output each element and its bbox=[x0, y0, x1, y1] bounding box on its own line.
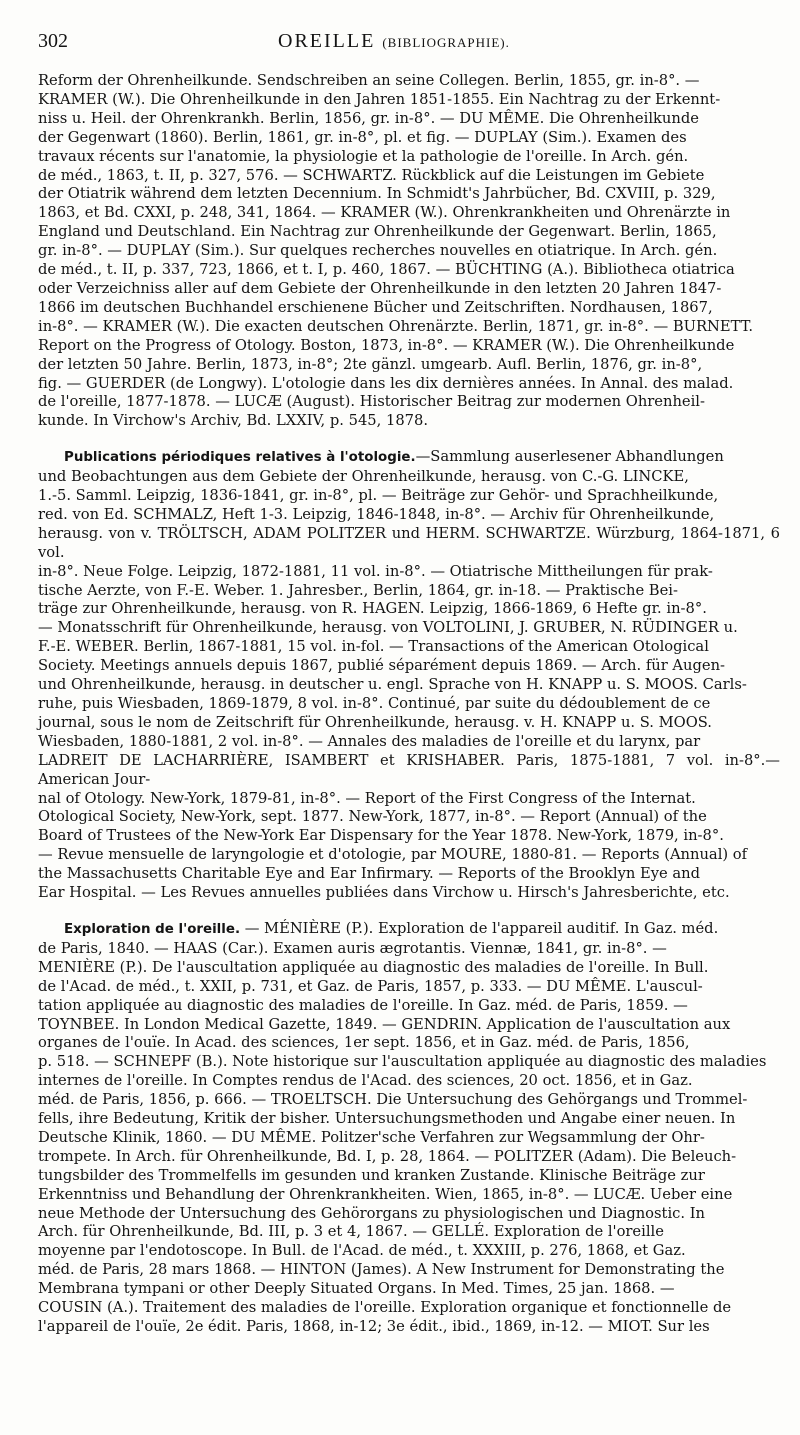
text-line: l'appareil de l'ouïe, 2e édit. Paris, 1868, in-12; 3e édit., ibid., 1869, in-12. — MIOT. Sur les bbox=[38, 1318, 710, 1335]
text-line: — Monatsschrift für Ohrenheilkunde, herausg. von VOLTOLINI, J. GRUBER, N. RÜDINGER u. bbox=[38, 619, 738, 637]
text-line: KRAMER (W.). Die Ohrenheilkunde in den Jahren 1851-1855. Ein Nachtrag zu der Erkennt- bbox=[38, 90, 721, 108]
text-line: oder Verzeichniss aller auf dem Gebiete der Ohrenheilkunde in den letzten 20 Jahren 1847- bbox=[38, 279, 722, 297]
text-line: kunde. In Virchow's Archiv, Bd. LXXIV, p. 545, 1878. bbox=[38, 412, 429, 430]
text-line: tische Aerzte, von F.-E. Weber. 1. Jahresber., Berlin, 1864, gr. in-18. — Praktische Bei- bbox=[38, 581, 678, 599]
text-line: der Otiatrik während dem letzten Decennium. In Schmidt's Jahrbücher, Bd. CXVIII, p. 329, bbox=[38, 185, 716, 203]
text-line: —Sammlung auserlesener Abhandlungen bbox=[415, 448, 724, 466]
text-line: fig. — GUERDER (de Longwy). L'otologie dans les dix dernières années. In Annal. des malad. bbox=[38, 374, 734, 392]
text-line: Wiesbaden, 1880-1881, 2 vol. in-8°. — Annales des maladies de l'oreille et du larynx, par bbox=[38, 732, 701, 750]
running-head-subtitle: (BIBLIOGRAPHIE). bbox=[382, 35, 510, 50]
text-line: internes de l'oreille. In Comptes rendus de l'Acad. des sciences, 20 oct. 1856, et in Gaz. bbox=[38, 1072, 693, 1090]
text-line: Society. Meetings annuels depuis 1867, publié séparément depuis 1869. — Arch. für Augen- bbox=[38, 657, 726, 675]
page-header bbox=[38, 30, 780, 70]
text-line: organes de l'ouïe. In Acad. des sciences, 1er sept. 1856, et in Gaz. méd. de Paris, 1856, bbox=[38, 1034, 690, 1052]
text-line: träge zur Ohrenheilkunde, herausg. von R. HAGEN. Leipzig, 1866-1869, 6 Hefte gr. in-8°. bbox=[38, 600, 707, 618]
text-line: de l'Acad. de méd., t. XXII, p. 731, et Gaz. de Paris, 1857, p. 333. — DU MÊME. L'auscul- bbox=[38, 977, 703, 995]
text-line: travaux récents sur l'anatomie, la physiologie et la pathologie de l'oreille. In Arch. gén. bbox=[38, 147, 689, 165]
text-line: und Beobachtungen aus dem Gebiete der Ohrenheilkunde, herausg. von C.-G. LINCKE, bbox=[38, 468, 689, 486]
text-line: und Ohrenheilkunde, herausg. in deutscher u. engl. Sprache von H. KNAPP u. S. MOOS. Carls- bbox=[38, 676, 747, 694]
text-line: neue Methode der Untersuchung des Gehörorgans zu physiologischen und Diagnostic. In bbox=[38, 1204, 705, 1222]
text-line: MENIÈRE (P.). De l'auscultation appliquée au diagnostic des maladies de l'oreille. In Bull. bbox=[38, 958, 709, 976]
text-line: gr. in-8°. — DUPLAY (Sim.). Sur quelques recherches nouvelles en otiatrique. In Arch. gén. bbox=[38, 242, 718, 260]
text-line: journal, sous le nom de Zeitschrift für Ohrenheilkunde, herausg. v. H. KNAPP u. S. MOOS. bbox=[38, 713, 712, 731]
text-line: der letzten 50 Jahre. Berlin, 1873, in-8°; 2te gänzl. umgearb. Aufl. Berlin, 1876, gr. in-8°, bbox=[38, 355, 703, 373]
text-line: fells, ihre Bedeutung, Kritik der bisher. Untersuchungsmethoden und Angabe einer neuen. In bbox=[38, 1110, 736, 1128]
text-line: méd. de Paris, 1856, p. 666. — TROELTSCH. Die Untersuchung des Gehörgangs und Trommel- bbox=[38, 1091, 748, 1109]
text-line: 1863, et Bd. CXXI, p. 248, 341, 1864. — KRAMER (W.). Ohrenkrankheiten und Ohrenärzte in bbox=[38, 204, 731, 222]
text-line: de méd., t. II, p. 337, 723, 1866, et t. I, p. 460, 1867. — BÜCHTING (A.). Bibliotheca otiatrica bbox=[38, 261, 735, 279]
text-line: TOYNBEE. In London Medical Gazette, 1849. — GENDRIN. Application de l'auscultation aux bbox=[38, 1015, 731, 1033]
text-line: trompete. In Arch. für Ohrenheilkunde, Bd. I, p. 28, 1864. — POLITZER (Adam). Die Beleuch- bbox=[38, 1147, 737, 1165]
text-line: de Paris, 1840. — HAAS (Car.). Examen auris ægrotantis. Viennæ, 1841, gr. in-8°. — bbox=[38, 939, 667, 957]
text-line: 1.-5. Samml. Leipzig, 1836-1841, gr. in-8°, pl. — Beiträge zur Gehör- und Sprachheilkunde, bbox=[38, 487, 719, 505]
text-line: Board of Trustees of the New-York Ear Dispensary for the Year 1878. New-York, 1879, in-8°. bbox=[38, 827, 724, 845]
text-line: herausg. von v. TRÖLTSCH, ADAM POLITZER und HERM. SCHWARTZE. Würzburg, 1864-1871, 6 vol. bbox=[38, 524, 780, 561]
text-line: tungsbilder des Trommelfells im gesunden und kranken Zustande. Klinische Beiträge zur bbox=[38, 1166, 705, 1184]
text-line: Reform der Ohrenheilkunde. Sendschreiben an seine Collegen. Berlin, 1855, gr. in-8°. — bbox=[38, 72, 700, 89]
page-number: 302 bbox=[38, 30, 68, 52]
running-head bbox=[278, 30, 510, 53]
text-line: Ear Hospital. — Les Revues annuelles publiées dans Virchow u. Hirsch's Jahresberichte, etc. bbox=[38, 884, 730, 902]
text-line: Report on the Progress of Otology. Boston, 1873, in-8°. — KRAMER (W.). Die Ohrenheilkunde bbox=[38, 336, 735, 354]
text-line: Membrana tympani or other Deeply Situated Organs. In Med. Times, 25 jan. 1868. — bbox=[38, 1280, 675, 1298]
text-line: nal of Otology. New-York, 1879-81, in-8°. — Report of the First Congress of the Internat. bbox=[38, 789, 696, 807]
intro-paragraph bbox=[38, 72, 780, 431]
section-title: Publications périodiques relatives à l'otologie. bbox=[64, 450, 416, 466]
exploration-paragraph bbox=[38, 920, 780, 1337]
text-line: p. 518. — SCHNEPF (B.). Note historique sur l'auscultation appliquée au diagnostic des maladies bbox=[38, 1053, 767, 1071]
text-line: tation appliquée au diagnostic des maladies de l'oreille. In Gaz. méd. de Paris, 1859. — bbox=[38, 996, 688, 1014]
periodicals-paragraph bbox=[38, 448, 780, 903]
text-line: the Massachusetts Charitable Eye and Ear Infirmary. — Reports of the Brooklyn Eye and bbox=[38, 865, 700, 883]
text-line: in-8°. Neue Folge. Leipzig, 1872-1881, 11 vol. in-8°. — Otiatrische Mittheilungen für prak- bbox=[38, 562, 713, 580]
text-line: red. von Ed. SCHMALZ, Heft 1-3. Leipzig, 1846-1848, in-8°. — Archiv für Ohrenheilkunde, bbox=[38, 505, 715, 523]
text-line: de méd., 1863, t. II, p. 327, 576. — SCHWARTZ. Rückblick auf die Leistungen im Gebiete bbox=[38, 166, 705, 184]
text-line: — Revue mensuelle de laryngologie et d'otologie, par MOURE, 1880-81. — Reports (Annual) of bbox=[38, 846, 748, 864]
section-ear-exploration bbox=[38, 920, 780, 1337]
text-line: Deutsche Klinik, 1860. — DU MÊME. Politzer'sche Verfahren zur Wegsammlung der Ohr- bbox=[38, 1128, 705, 1146]
text-line: LADREIT DE LACHARRIÈRE, ISAMBERT et KRISHABER. Paris, 1875-1881, 7 vol. in-8°.— American Jour- bbox=[38, 751, 780, 788]
running-head-title: OREILLE bbox=[278, 30, 376, 52]
text-line: 1866 im deutschen Buchhandel erschienene Bücher und Zeitschriften. Nordhausen, 1867, bbox=[38, 298, 713, 316]
text-line: der Gegenwart (1860). Berlin, 1861, gr. in-8°, pl. et fig. — DUPLAY (Sim.). Examen des bbox=[38, 128, 687, 146]
text-line: — MÉNIÈRE (P.). Exploration de l'appareil auditif. In Gaz. méd. bbox=[240, 919, 719, 937]
text-line: COUSIN (A.). Traitement des maladies de l'oreille. Exploration organique et fonctionnelle de bbox=[38, 1299, 732, 1317]
section-periodical-publications bbox=[38, 448, 780, 903]
text-line: méd. de Paris, 28 mars 1868. — HINTON (James). A New Instrument for Demonstrating the bbox=[38, 1261, 725, 1279]
text-line: England und Deutschland. Ein Nachtrag zur Ohrenheilkunde der Gegenwart. Berlin, 1865, bbox=[38, 223, 717, 241]
text-line: niss u. Heil. der Ohrenkrankh. Berlin, 1856, gr. in-8°. — DU MÊME. Die Ohrenheilkunde bbox=[38, 109, 699, 127]
text-line: de l'oreille, 1877-1878. — LUCÆ (August). Historischer Beitrag zur modernen Ohrenheil- bbox=[38, 393, 705, 411]
text-line: F.-E. WEBER. Berlin, 1867-1881, 15 vol. in-fol. — Transactions of the American Otological bbox=[38, 638, 709, 656]
text-line: ruhe, puis Wiesbaden, 1869-1879, 8 vol. in-8°. Continué, par suite du dédoublement de ce bbox=[38, 695, 711, 712]
text-line: in-8°. — KRAMER (W.). Die exacten deutschen Ohrenärzte. Berlin, 1871, gr. in-8°. — BURNETT. bbox=[38, 317, 753, 335]
text-line: Erkenntniss und Behandlung der Ohrenkrankheiten. Wien, 1865, in-8°. — LUCÆ. Ueber eine bbox=[38, 1185, 733, 1203]
section-title: Exploration de l'oreille. bbox=[64, 921, 241, 937]
text-line: Arch. für Ohrenheilkunde, Bd. III, p. 3 et 4, 1867. — GELLÉ. Exploration de l'oreille bbox=[38, 1223, 664, 1241]
text-line: Otological Society, New-York, sept. 1877. New-York, 1877, in-8°. — Report (Annual) of the bbox=[38, 808, 707, 826]
text-line: moyenne par l'endotoscope. In Bull. de l'Acad. de méd., t. XXXIII, p. 276, 1868, et Gaz. bbox=[38, 1242, 686, 1260]
